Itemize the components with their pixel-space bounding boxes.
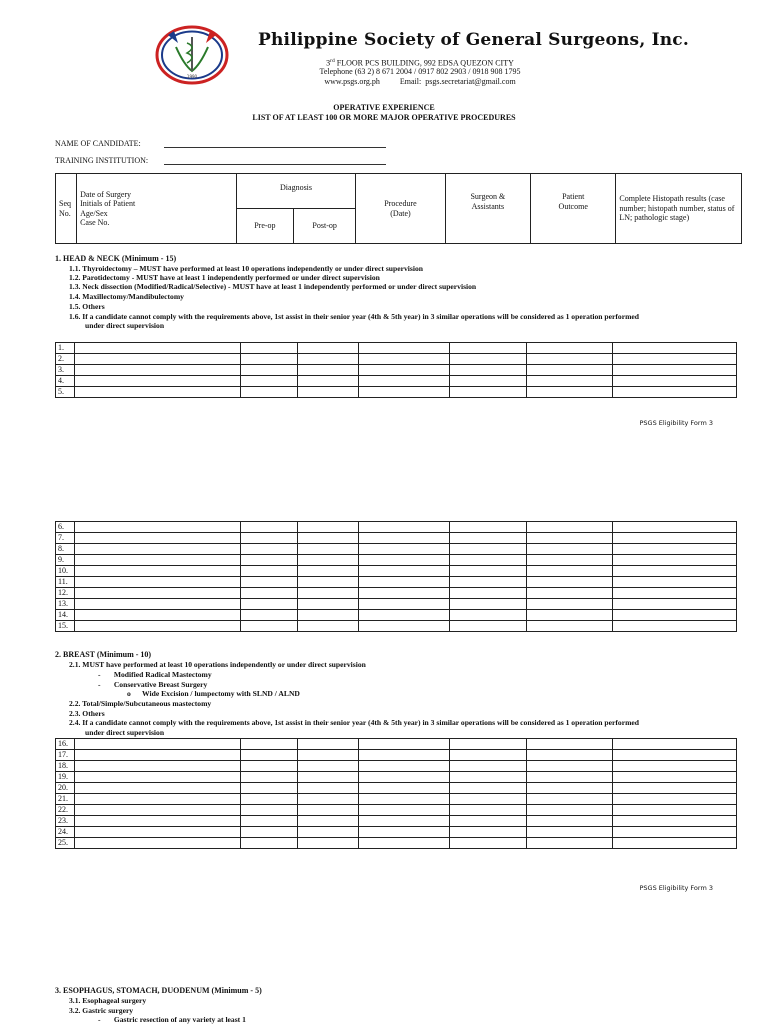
table-row xyxy=(56,805,737,816)
column-header-table xyxy=(55,173,742,244)
entry-cell[interactable] xyxy=(526,805,612,816)
entry-cell[interactable] xyxy=(359,805,449,816)
entry-cell[interactable] xyxy=(612,610,736,621)
entry-cell[interactable] xyxy=(241,794,298,805)
row-number: 10. xyxy=(56,566,75,577)
entry-cell[interactable] xyxy=(526,750,612,761)
col-outcome-line: Patient xyxy=(562,192,585,201)
entry-cell[interactable] xyxy=(612,794,736,805)
entry-cell[interactable] xyxy=(241,610,298,621)
entry-cell[interactable] xyxy=(75,354,241,365)
row-number: 13. xyxy=(56,599,75,610)
section-3-heading: 3. ESOPHAGUS, STOMACH, DUODENUM (Minimum - 5) xyxy=(55,986,262,995)
entry-cell[interactable] xyxy=(241,577,298,588)
form-label: PSGS Eligibility Form 3 xyxy=(639,419,713,427)
entry-cell[interactable] xyxy=(75,577,241,588)
entry-cell[interactable] xyxy=(75,566,241,577)
entry-cell[interactable] xyxy=(526,761,612,772)
section-2-item: 2.4. If a candidate cannot comply with the requirements above, 1st assist in their senior year (4th & 5th year) in 3 similar operations will be considered as 1 operation performed xyxy=(69,718,640,727)
entry-cell[interactable] xyxy=(526,566,612,577)
web-email-line: www.psgs.org.ph Email: psgs.secretariat@gmail.com xyxy=(324,77,516,86)
entry-cell[interactable] xyxy=(449,838,526,849)
org-name: Philippine Society of General Surgeons, Inc. xyxy=(258,30,689,50)
row-number: 25. xyxy=(56,838,75,849)
address-floor-number: 3 xyxy=(326,58,331,68)
entry-cell[interactable] xyxy=(241,376,298,387)
entry-cell[interactable] xyxy=(612,522,736,533)
entry-cell[interactable] xyxy=(359,544,449,555)
entry-cell[interactable] xyxy=(75,794,241,805)
entry-cell[interactable] xyxy=(612,555,736,566)
section-2-item: o Wide Excision / lumpectomy with SLND / ALND xyxy=(127,689,300,698)
row-number: 15. xyxy=(56,621,75,632)
col-surgeon-line: Assistants xyxy=(471,201,505,211)
col-diagnosis: Diagnosis xyxy=(236,174,356,209)
row-number: 14. xyxy=(56,610,75,621)
entry-cell[interactable] xyxy=(241,533,298,544)
entry-cell[interactable] xyxy=(359,599,449,610)
entry-cell[interactable] xyxy=(298,783,359,794)
entry-cell[interactable] xyxy=(359,354,449,365)
entry-cell[interactable] xyxy=(449,816,526,827)
entry-cell[interactable] xyxy=(526,827,612,838)
entry-cell[interactable] xyxy=(612,577,736,588)
entry-cell[interactable] xyxy=(612,772,736,783)
entry-cell[interactable] xyxy=(359,794,449,805)
table-row xyxy=(56,621,737,632)
name-of-candidate-line[interactable] xyxy=(164,147,386,148)
row-number: 21. xyxy=(56,794,75,805)
section-1-item: 1.5. Others xyxy=(69,302,105,311)
entry-cell[interactable] xyxy=(612,354,736,365)
entry-cell[interactable] xyxy=(75,387,241,398)
entry-cell[interactable] xyxy=(612,739,736,750)
entry-cell[interactable] xyxy=(241,387,298,398)
entry-cell[interactable] xyxy=(359,533,449,544)
entry-cell[interactable] xyxy=(298,365,359,376)
section-1-item: 1.1. Thyroidectomy – MUST have performed at least 10 operations independently or under direct supervision xyxy=(69,264,423,273)
table-row xyxy=(56,376,737,387)
entry-cell[interactable] xyxy=(526,794,612,805)
entry-cell[interactable] xyxy=(449,577,526,588)
entry-cell[interactable] xyxy=(449,750,526,761)
section-3-item: 3.2. Gastric surgery xyxy=(69,1006,134,1015)
entry-cell[interactable] xyxy=(359,816,449,827)
entry-cell[interactable] xyxy=(359,522,449,533)
psgs-logo xyxy=(154,25,230,85)
col-surgeon-line: Surgeon & xyxy=(470,192,506,201)
entry-cell[interactable] xyxy=(298,610,359,621)
entry-cell[interactable] xyxy=(359,761,449,772)
entry-cell[interactable] xyxy=(75,555,241,566)
entry-cell[interactable] xyxy=(449,365,526,376)
row-number: 8. xyxy=(56,544,75,555)
section-2-item: 2.2. Total/Simple/Subcutaneous mastectomy xyxy=(69,699,212,708)
entry-cell[interactable] xyxy=(241,588,298,599)
entry-cell[interactable] xyxy=(359,555,449,566)
entry-cell[interactable] xyxy=(241,555,298,566)
entry-cell[interactable] xyxy=(298,533,359,544)
form-label: PSGS Eligibility Form 3 xyxy=(639,884,713,892)
entry-cell[interactable] xyxy=(359,827,449,838)
entry-cell[interactable] xyxy=(241,566,298,577)
row-number: 6. xyxy=(56,522,75,533)
entry-cell[interactable] xyxy=(449,805,526,816)
table-row xyxy=(56,588,737,599)
entry-cell[interactable] xyxy=(612,783,736,794)
entry-cell[interactable] xyxy=(449,387,526,398)
entry-cell[interactable] xyxy=(359,588,449,599)
entry-cell[interactable] xyxy=(612,805,736,816)
col-surgeon xyxy=(445,174,530,244)
table-row xyxy=(56,794,737,805)
entry-cell[interactable] xyxy=(449,599,526,610)
address-floor-sup: rd xyxy=(330,58,335,64)
telephone-line: Telephone (63 2) 8 671 2004 / 0917 802 2903 / 0918 908 1795 xyxy=(319,67,521,76)
entry-cell[interactable] xyxy=(298,544,359,555)
entry-cell[interactable] xyxy=(612,816,736,827)
entry-cell[interactable] xyxy=(298,805,359,816)
table-row xyxy=(56,739,737,750)
entry-cell[interactable] xyxy=(612,387,736,398)
section-1-item: 1.3. Neck dissection (Modified/Radical/Selective) - MUST have at least 1 independently performed or under direct supervision xyxy=(69,282,477,291)
entry-cell[interactable] xyxy=(359,343,449,354)
entry-cell[interactable] xyxy=(359,739,449,750)
section-2-item: - Modified Radical Mastectomy xyxy=(98,670,212,679)
entry-cell[interactable] xyxy=(241,599,298,610)
entry-cell[interactable] xyxy=(612,588,736,599)
entry-cell[interactable] xyxy=(75,610,241,621)
row-number: 24. xyxy=(56,827,75,838)
entry-cell[interactable] xyxy=(449,343,526,354)
section-2-item: under direct supervision xyxy=(85,728,165,737)
entry-cell[interactable] xyxy=(449,772,526,783)
entry-cell[interactable] xyxy=(526,533,612,544)
entry-cell[interactable] xyxy=(612,343,736,354)
col-procedure-line: (Date) xyxy=(390,208,411,218)
entry-cell[interactable] xyxy=(75,533,241,544)
row-number: 3. xyxy=(56,365,75,376)
col-date-line: Date of Surgery xyxy=(80,189,132,199)
table-row xyxy=(56,522,737,533)
row-number: 12. xyxy=(56,588,75,599)
entry-cell[interactable] xyxy=(298,621,359,632)
entry-cell[interactable] xyxy=(298,376,359,387)
col-date-line: Age/Sex xyxy=(80,208,108,218)
entry-cell[interactable] xyxy=(449,783,526,794)
table-row xyxy=(56,599,737,610)
entry-cell[interactable] xyxy=(241,739,298,750)
entry-cell[interactable] xyxy=(298,772,359,783)
doc-title-1: OPERATIVE EXPERIENCE xyxy=(333,103,435,112)
entry-cell[interactable] xyxy=(359,577,449,588)
col-histopath: Complete Histopath results (case number; histopath number, status of LN; pathologic stage) xyxy=(616,174,742,244)
entry-cell[interactable] xyxy=(241,783,298,794)
section-2-item: - Conservative Breast Surgery xyxy=(98,680,208,689)
entry-cell[interactable] xyxy=(298,343,359,354)
training-institution-line[interactable] xyxy=(164,164,386,165)
entry-cell[interactable] xyxy=(526,376,612,387)
entry-cell[interactable] xyxy=(359,376,449,387)
table-row xyxy=(56,365,737,376)
section-1-item: 1.2. Parotidectomy - MUST have at least 1 independently performed or under direct supervision xyxy=(69,273,380,282)
col-date xyxy=(77,174,237,244)
doc-title-2: LIST OF AT LEAST 100 OR MORE MAJOR OPERATIVE PROCEDURES xyxy=(252,113,516,122)
col-postop: Post-op xyxy=(294,209,356,244)
section-1-item: 1.6. If a candidate cannot comply with the requirements above, 1st assist in their senior year (4th & 5th year) in 3 similar operations will be considered as 1 operation performed xyxy=(69,312,640,321)
row-number: 19. xyxy=(56,772,75,783)
entry-cell[interactable] xyxy=(241,621,298,632)
entry-table-3 xyxy=(55,738,737,849)
table-row xyxy=(56,783,737,794)
entry-cell[interactable] xyxy=(75,376,241,387)
entry-cell[interactable] xyxy=(298,522,359,533)
row-number: 7. xyxy=(56,533,75,544)
entry-cell[interactable] xyxy=(449,533,526,544)
entry-cell[interactable] xyxy=(612,365,736,376)
entry-cell[interactable] xyxy=(612,621,736,632)
entry-cell[interactable] xyxy=(298,566,359,577)
entry-cell[interactable] xyxy=(449,588,526,599)
entry-cell[interactable] xyxy=(298,750,359,761)
col-date-line: Case No. xyxy=(80,218,110,227)
entry-cell[interactable] xyxy=(241,761,298,772)
row-number: 22. xyxy=(56,805,75,816)
entry-cell[interactable] xyxy=(359,772,449,783)
entry-cell[interactable] xyxy=(359,610,449,621)
entry-cell[interactable] xyxy=(241,838,298,849)
entry-cell[interactable] xyxy=(75,750,241,761)
entry-cell[interactable] xyxy=(75,816,241,827)
section-1-heading: 1. HEAD & NECK (Minimum - 15) xyxy=(55,254,177,263)
entry-cell[interactable] xyxy=(75,599,241,610)
row-number: 20. xyxy=(56,783,75,794)
table-row xyxy=(56,533,737,544)
entry-cell[interactable] xyxy=(298,827,359,838)
entry-cell[interactable] xyxy=(298,599,359,610)
entry-table-1 xyxy=(55,342,737,398)
training-institution-label: TRAINING INSTITUTION: xyxy=(55,156,149,165)
entry-cell[interactable] xyxy=(359,838,449,849)
entry-cell[interactable] xyxy=(75,544,241,555)
col-outcome xyxy=(531,174,616,244)
row-number: 9. xyxy=(56,555,75,566)
row-number: 11. xyxy=(56,577,75,588)
entry-cell[interactable] xyxy=(359,387,449,398)
col-procedure-line: Procedure xyxy=(384,199,417,208)
entry-cell[interactable] xyxy=(449,555,526,566)
entry-cell[interactable] xyxy=(298,761,359,772)
entry-cell[interactable] xyxy=(359,783,449,794)
entry-cell[interactable] xyxy=(449,376,526,387)
section-2-item: 2.3. Others xyxy=(69,709,105,718)
entry-cell[interactable] xyxy=(526,544,612,555)
entry-cell[interactable] xyxy=(526,838,612,849)
row-number: 23. xyxy=(56,816,75,827)
entry-table-2 xyxy=(55,521,737,632)
entry-cell[interactable] xyxy=(359,365,449,376)
entry-cell[interactable] xyxy=(526,816,612,827)
entry-cell[interactable] xyxy=(612,533,736,544)
entry-cell[interactable] xyxy=(75,588,241,599)
entry-cell[interactable] xyxy=(526,610,612,621)
entry-cell[interactable] xyxy=(449,827,526,838)
entry-cell[interactable] xyxy=(449,761,526,772)
entry-cell[interactable] xyxy=(298,555,359,566)
entry-cell[interactable] xyxy=(449,522,526,533)
entry-cell[interactable] xyxy=(241,805,298,816)
entry-cell[interactable] xyxy=(298,577,359,588)
entry-cell[interactable] xyxy=(612,599,736,610)
entry-cell[interactable] xyxy=(612,750,736,761)
entry-cell[interactable] xyxy=(526,577,612,588)
entry-cell[interactable] xyxy=(241,544,298,555)
table-row xyxy=(56,772,737,783)
table-row xyxy=(56,387,737,398)
table-row xyxy=(56,343,737,354)
entry-cell[interactable] xyxy=(612,566,736,577)
section-3-item: - Gastric resection of any variety at least 1 xyxy=(98,1015,246,1024)
table-row xyxy=(56,544,737,555)
entry-cell[interactable] xyxy=(75,621,241,632)
entry-cell[interactable] xyxy=(449,354,526,365)
section-2-heading: 2. BREAST (Minimum - 10) xyxy=(55,650,152,659)
table-row xyxy=(56,827,737,838)
entry-cell[interactable] xyxy=(241,827,298,838)
svg-text:1990: 1990 xyxy=(186,74,198,79)
entry-cell[interactable] xyxy=(359,566,449,577)
entry-cell[interactable] xyxy=(526,621,612,632)
row-number: 17. xyxy=(56,750,75,761)
entry-cell[interactable] xyxy=(298,794,359,805)
table-row xyxy=(56,610,737,621)
entry-cell[interactable] xyxy=(526,365,612,376)
entry-cell[interactable] xyxy=(526,354,612,365)
col-date-line: Initials of Patient xyxy=(80,199,136,208)
entry-cell[interactable] xyxy=(526,343,612,354)
entry-cell[interactable] xyxy=(75,805,241,816)
table-row xyxy=(56,354,737,365)
entry-cell[interactable] xyxy=(526,599,612,610)
section-3-item: 3.1. Esophageal surgery xyxy=(69,996,147,1005)
entry-cell[interactable] xyxy=(526,522,612,533)
entry-cell[interactable] xyxy=(612,827,736,838)
entry-cell[interactable] xyxy=(526,772,612,783)
entry-cell[interactable] xyxy=(241,816,298,827)
entry-cell[interactable] xyxy=(75,343,241,354)
entry-cell[interactable] xyxy=(449,621,526,632)
entry-cell[interactable] xyxy=(449,794,526,805)
entry-cell[interactable] xyxy=(241,343,298,354)
row-number: 16. xyxy=(56,739,75,750)
entry-cell[interactable] xyxy=(298,838,359,849)
entry-cell[interactable] xyxy=(449,739,526,750)
col-preop: Pre-op xyxy=(236,209,293,244)
entry-cell[interactable] xyxy=(241,772,298,783)
row-number: 5. xyxy=(56,387,75,398)
entry-cell[interactable] xyxy=(298,354,359,365)
entry-cell[interactable] xyxy=(75,761,241,772)
entry-cell[interactable] xyxy=(612,544,736,555)
entry-cell[interactable] xyxy=(298,816,359,827)
row-number: 2. xyxy=(56,354,75,365)
name-of-candidate-label: NAME OF CANDIDATE: xyxy=(55,139,141,148)
entry-cell[interactable] xyxy=(612,376,736,387)
entry-cell[interactable] xyxy=(449,566,526,577)
entry-cell[interactable] xyxy=(526,555,612,566)
entry-cell[interactable] xyxy=(298,739,359,750)
address-rest: FLOOR PCS BUILDING, 992 EDSA QUEZON CITY xyxy=(334,58,514,68)
table-row xyxy=(56,838,737,849)
entry-cell[interactable] xyxy=(241,365,298,376)
table-row xyxy=(56,555,737,566)
table-row xyxy=(56,750,737,761)
entry-cell[interactable] xyxy=(359,750,449,761)
entry-cell[interactable] xyxy=(241,354,298,365)
entry-cell[interactable] xyxy=(241,522,298,533)
row-number: 1. xyxy=(56,343,75,354)
table-row xyxy=(56,761,737,772)
col-seq: Seq No. xyxy=(56,174,77,244)
entry-cell[interactable] xyxy=(75,739,241,750)
entry-cell[interactable] xyxy=(75,772,241,783)
entry-cell[interactable] xyxy=(359,621,449,632)
entry-cell[interactable] xyxy=(612,761,736,772)
entry-cell[interactable] xyxy=(526,783,612,794)
entry-cell[interactable] xyxy=(298,387,359,398)
entry-cell[interactable] xyxy=(449,544,526,555)
entry-cell[interactable] xyxy=(526,739,612,750)
entry-cell[interactable] xyxy=(75,827,241,838)
table-row xyxy=(56,816,737,827)
entry-cell[interactable] xyxy=(75,783,241,794)
entry-cell[interactable] xyxy=(241,750,298,761)
section-1-item: under direct supervision xyxy=(85,321,165,330)
entry-cell[interactable] xyxy=(75,365,241,376)
entry-cell[interactable] xyxy=(449,610,526,621)
table-row xyxy=(56,577,737,588)
col-procedure xyxy=(356,174,445,244)
row-number: 4. xyxy=(56,376,75,387)
col-outcome-line: Outcome xyxy=(558,201,588,211)
entry-cell[interactable] xyxy=(75,838,241,849)
row-number: 18. xyxy=(56,761,75,772)
entry-cell[interactable] xyxy=(526,588,612,599)
table-row xyxy=(56,566,737,577)
entry-cell[interactable] xyxy=(75,522,241,533)
entry-cell[interactable] xyxy=(526,387,612,398)
section-1-item: 1.4. Maxillectomy/Mandibulectomy xyxy=(69,292,184,301)
section-2-item: 2.1. MUST have performed at least 10 operations independently or under direct supervision xyxy=(69,660,366,669)
entry-cell[interactable] xyxy=(612,838,736,849)
entry-cell[interactable] xyxy=(298,588,359,599)
